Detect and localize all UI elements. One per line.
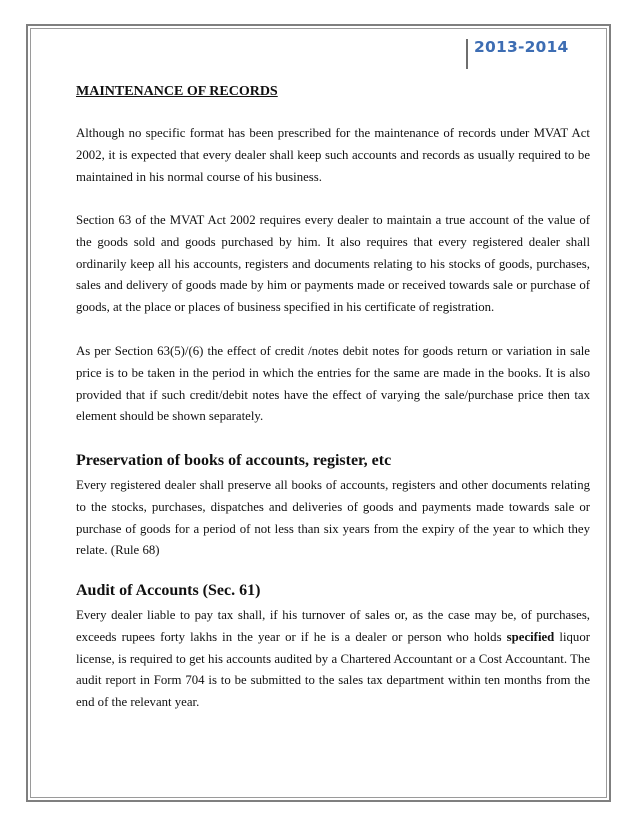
header-year: 2013-2014 (474, 38, 569, 56)
header-divider (466, 39, 468, 69)
audit-text (76, 605, 590, 714)
audit-text-bold: specified (506, 629, 555, 644)
preservation-heading: Preservation of books of accounts, register, etc (76, 452, 392, 469)
audit-text-part-1: Every dealer liable to pay tax shall, if his turnover of sales or, as the case may be, of purchases, exceeds rupees forty lakhs in the year or if he is a dealer or person who holds (76, 608, 590, 644)
main-title: MAINTENANCE OF RECORDS (76, 84, 278, 99)
paragraph-intro: Although no specific format has been prescribed for the maintenance of records under MVAT Act 2002, it is expected that every dealer shall keep such accounts and records as usually required to be maintained in his normal course of his business. (76, 126, 590, 184)
audit-heading: Audit of Accounts (Sec. 61) (76, 582, 261, 599)
paragraph-section-63: Section 63 of the MVAT Act 2002 requires every dealer to maintain a true account of the value of the goods sold and goods purchased by him. It also requires that every registered dealer shall ordinarily keep all his accounts, registers and documents relating to his stocks of goods, purchases, sales and delivery of goods made by him or payments made or received towards sale or purchase of goods, at the place or places of business specified in his certificate of registration. (76, 213, 590, 315)
paragraph-section-63-5: As per Section 63(5)/(6) the effect of credit /notes debit notes for goods return or variation in sale price is to be taken in the period in which the entries for the same are made in the books. It is also provided that if such credit/debit notes have the effect of varying the sale/purchase price then tax element should be shown separately. (76, 344, 590, 424)
preservation-text: Every registered dealer shall preserve all books of accounts, registers and other documents relating to the stocks, purchases, dispatches and deliveries of goods and payments made towards sale or purchase of goods for a period of not less than six years from the expiry of the year to which they relate. (Rule 68) (76, 478, 590, 558)
audit-text-part-2: liquor license, is required to get his accounts audited by a Chartered Accountant or a Cost Accountant. The audit report in Form 704 is to be submitted to the sales tax department within ten months from the end of the relevant year. (76, 629, 590, 710)
